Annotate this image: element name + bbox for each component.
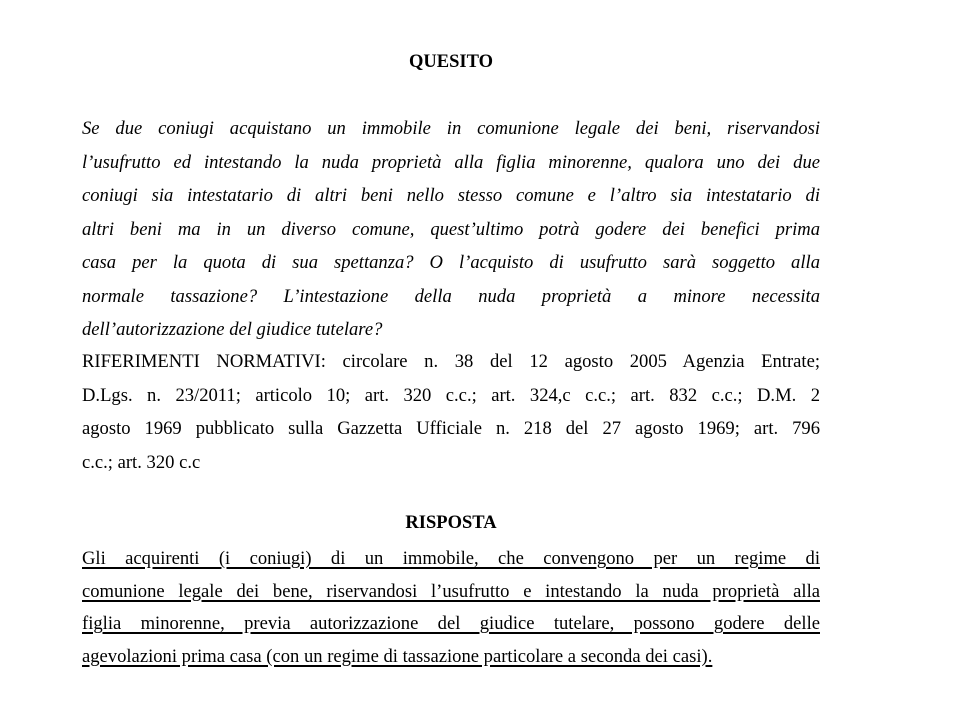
question-line: Se due coniugi acquistano un immobile in comunione legale dei beni, riservandosi [82, 118, 820, 139]
answer-line: comunione legale dei bene, riservandosi l’usufrutto e intestando la nuda proprietà alla [82, 580, 820, 602]
answer-line: Gli acquirenti (i coniugi) di un immobile, che convengono per un regime di [82, 548, 820, 569]
references-line: D.Lgs. n. 23/2011; articolo 10; art. 320 c.c.; art. 324,c c.c.; art. 832 c.c.; D.M. 2 [82, 384, 820, 406]
risposta-heading: RISPOSTA [405, 513, 497, 533]
references-line: RIFERIMENTI NORMATIVI: circolare n. 38 del 12 agosto 2005 Agenzia Entrate; [82, 351, 820, 372]
question-line: dell’autorizzazione del giudice tutelare? [82, 319, 383, 340]
references-line: c.c.; art. 320 c.c [82, 451, 201, 473]
quesito-heading: QUESITO [409, 52, 493, 72]
references-line: agosto 1969 pubblicato sulla Gazzetta Ufficiale n. 218 del 27 agosto 1969; art. 796 [82, 418, 820, 439]
question-line: coniugi sia intestatario di altri beni nello stesso comune e l’altro sia intestatario di [82, 185, 820, 206]
question-paragraph [82, 112, 820, 347]
question-line: casa per la quota di sua spettanza? O l’acquisto di usufrutto sarà soggetto alla [82, 252, 820, 273]
question-line: altri beni ma in un diverso comune, quest’ultimo potrà godere dei benefici prima [82, 218, 820, 240]
normative-references-paragraph [82, 345, 820, 479]
question-line: normale tassazione? L’intestazione della nuda proprietà a minore necessita [82, 285, 820, 307]
question-line: l’usufrutto ed intestando la nuda proprietà alla figlia minorenne, qualora uno dei due [82, 151, 820, 173]
answer-line: figlia minorenne, previa autorizzazione del giudice tutelare, possono godere delle [82, 613, 820, 634]
answer-paragraph [82, 543, 820, 673]
answer-line: agevolazioni prima casa (con un regime di tassazione particolare a seconda dei casi). [82, 645, 713, 667]
